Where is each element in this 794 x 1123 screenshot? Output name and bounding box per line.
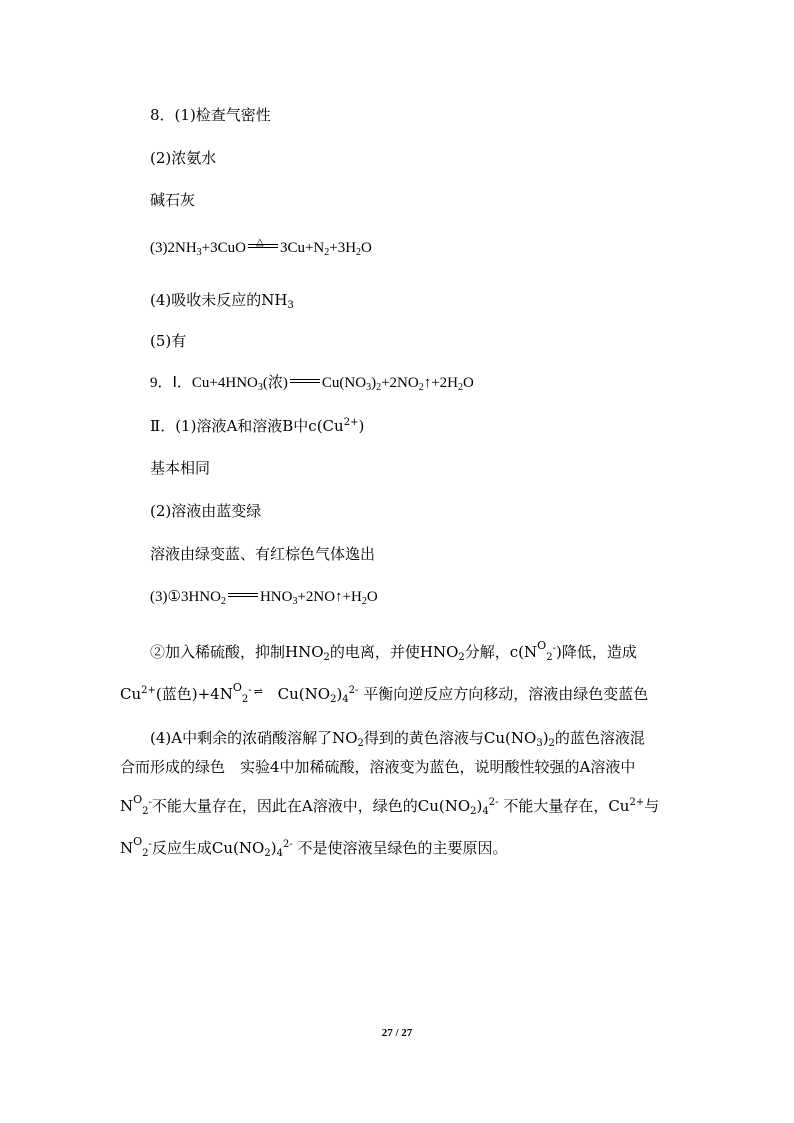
answer-9-2-3-explanation-line2: $Cu^{2+}$(蓝色)$+4N^O_2^-$ ⇌ $Cu(NO_2)_4^{2-}$ 平衡向逆反应方向移动，溶液由绿色变蓝色: [120, 681, 649, 705]
answer-9-2-3-explanation-line1: ②加入稀硫酸，抑制$HNO_2$的电离，并使$HNO_2$分解，$c(N^O_2^-)$降低，造成: [150, 639, 637, 663]
answer-8-3-equation: $(3)2NH_3+3CuO$ △ $3Cu+N_2+3H_2O$: [150, 237, 372, 258]
answer-9-2-2: (2)溶液由蓝变绿: [150, 502, 262, 520]
answer-8-2: (2)浓氨水: [150, 149, 217, 167]
answer-8-2b: 碱石灰: [150, 191, 196, 209]
answer-9-2-4-line2: 合而形成的绿色 实验4中加稀硫酸，溶液变为蓝色，说明酸性较强的A溶液中: [120, 758, 636, 776]
answer-9-2-4-line1: (4)A中剩余的浓硝酸溶解了$NO_2$得到的黄色溶液与$Cu(NO_3)_2$的蓝色溶液混: [150, 729, 645, 749]
answer-9-2-4-line3: $N^O_2^-$不能大量存在，因此在A溶液中，绿色的$Cu(NO_2)_4^{2-}$ 不能大量存在，$Cu^{2+}$与: [120, 793, 660, 817]
answer-9-2-1b: 基本相同: [150, 459, 211, 477]
answer-9-2-4-line4: $N^O_2^-$反应生成$Cu(NO_2)_4^{2-}$ 不是使溶液呈绿色的主要原因。: [120, 835, 508, 859]
answer-8-1: 8．(1)检查气密性: [150, 106, 271, 124]
answer-8-4: (4)吸收未反应的$NH_3$: [150, 291, 294, 311]
reversible-arrow: ⇌: [253, 685, 263, 698]
answer-9-1-equation: 9．Ⅰ．$Cu+4HNO_3$(浓) $Cu(NO_3)_2+2NO_2↑+2H_2O$: [150, 375, 474, 393]
heat-equals-sign: △: [248, 244, 278, 248]
answer-9-2-3-equation: $(3)①3HNO_2$ $HNO_3+2NO↑+H_2O$: [150, 589, 378, 607]
equals-sign: [228, 593, 258, 597]
page-number: 27 / 27: [381, 1027, 413, 1039]
answer-8-5: (5)有: [150, 332, 187, 350]
equals-sign: [290, 379, 320, 383]
answer-9-2-2b: 溶液由绿变蓝、有红棕色气体逸出: [150, 545, 376, 563]
answer-9-2-1: Ⅱ．(1)溶液A和溶液B中$c(Cu^{2+})$: [150, 417, 365, 435]
